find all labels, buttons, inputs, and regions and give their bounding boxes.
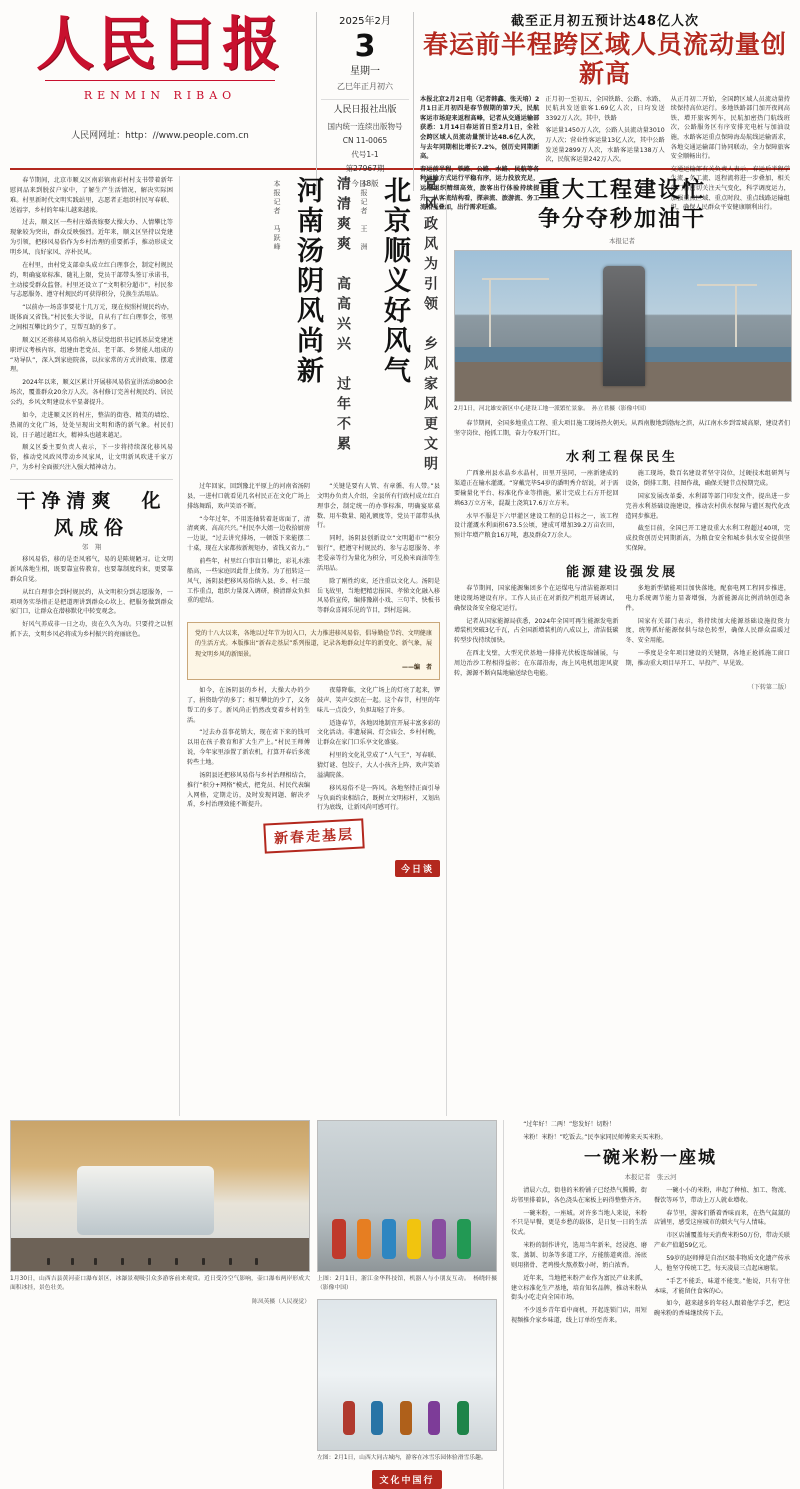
paragraph: 米粉！米粉！”吃饭去。”民李家同民师傅来天买米粉。 bbox=[523, 1133, 667, 1141]
paragraph: “手艺不能丢，味道不能变。”他说，只有守住本味，才能留住食客的心。 bbox=[654, 1277, 790, 1295]
person-figure bbox=[148, 1258, 151, 1265]
child-figure bbox=[457, 1219, 471, 1259]
photo-block-kids bbox=[317, 1120, 504, 1489]
article-rice-noodle bbox=[511, 1120, 790, 1489]
paragraph: 春运前半程，铁路、公路、水路、民航等各种运输方式运行平稳有序，运力投放充足，运输组织精细高效，旅客出行体验持续提升。从客流结构看，探亲流、旅游流、务工流相互叠加，出行需求旺盛。 bbox=[420, 165, 540, 212]
person-figure bbox=[255, 1258, 258, 1265]
commentary-byline: 邻 翔 bbox=[81, 543, 102, 552]
paragraph: “关键是要有人管、有章循、有人带。”县文明办负责人介绍，全县所有行政村成立红白理事会，制定统一的办事标准，明确宴席桌数、用车数量、随礼额度等，党员干部带头执行。 bbox=[317, 483, 440, 530]
section-body-water bbox=[454, 469, 790, 554]
person-figure bbox=[400, 1401, 412, 1435]
editor-note-text: 党的十八大以来，各地以过年节为切入口，大力推进移风易俗，倡导勤俭节约、文明健康的生活方式。本版推出“新春走基层”系列报道，记录各地群众过年的新变化、新气象，展现文明乡风的新图景。 bbox=[195, 630, 432, 658]
paragraph: 移风易俗，移的是歪风邪气，易的是陈规陋习。让文明新风落地生根，既要靠宣传教育，也要靠制度约束，更要靠群众自觉。 bbox=[10, 556, 173, 583]
article-subtitle-beijing: 党风政风为引领 乡风家风更文明 bbox=[422, 176, 438, 476]
divider bbox=[45, 80, 275, 81]
paragraph: 好风气养成非一日之功，贵在久久为功。只要持之以恒抓下去，文明乡风必将成为乡村振兴的亮丽底色。 bbox=[10, 621, 173, 639]
person-figure bbox=[175, 1258, 178, 1265]
projects-title-line2: 争分夺秒加油干 bbox=[537, 205, 706, 232]
masthead-brand bbox=[10, 8, 310, 141]
paragraph: “过去办喜事花销大，现在省下来的钱可以用在孩子教育和扩大生产上。”村民王师傅说，今年家里添置了新农机，打算开春后多流转些土地。 bbox=[187, 729, 310, 766]
editor-note bbox=[187, 622, 440, 680]
paragraph: 移风易俗不是一阵风。各地坚持正面引导与负面约束相结合，既树立文明标杆，又划出行为底线，让新风尚可感可行。 bbox=[317, 784, 440, 812]
culture-seal-row bbox=[317, 1468, 497, 1489]
divider bbox=[10, 479, 173, 480]
snow-park-photo bbox=[317, 1299, 497, 1451]
issue-pages: 今日8版 bbox=[351, 178, 379, 188]
person-figure bbox=[121, 1258, 124, 1265]
paragraph: 一碗米粉，一座城。对许多当地人来说，米粉不只是早餐，更是乡愁的载体，是日复一日的生活仪式。 bbox=[511, 1209, 647, 1237]
paragraph: 如今，走进顺义区的村庄，整洁的街巷、精美的墙绘、热闹的文化广场，处处呈现出文明和谐的新气象。村民们说，日子越过越红火，精神头也越来越足。 bbox=[10, 411, 173, 439]
paragraph: 施工现场，数百名建设者坚守岗位，过硬技术组研判与设备，倒排工期、挂图作战，确保关键节点按期完成。 bbox=[625, 470, 790, 488]
paragraph: 汤阴县还把移风易俗与乡村治理相结合，推行“积分+网格”模式，把党员、村民代表编入网格，定期走访，及时发现问题、解决矛盾，乡村治理效能不断提升。 bbox=[187, 771, 310, 809]
child-figure bbox=[382, 1219, 396, 1259]
person-figure bbox=[47, 1258, 50, 1265]
person-figure bbox=[71, 1258, 74, 1265]
article-subtitle-henan: 清清爽爽 高高兴兴 过年不累 bbox=[335, 176, 351, 456]
photo-caption: 2月1日，河北雄安新区中心建设工地一派繁忙景象。 孙立君摄（影像中国） bbox=[454, 406, 650, 413]
construction-site-photo bbox=[454, 250, 792, 402]
issue-day: 3 bbox=[354, 29, 376, 64]
section-title-water: 水利工程保民生 bbox=[565, 450, 678, 466]
paragraph: 一碗小小的米粉，串起了种植、加工、物流、餐饮等环节，带动上万人就业增收。 bbox=[654, 1186, 790, 1204]
paragraph: 夜幕降临，文化广场上的灯亮了起来，锣鼓声、笑声交织在一起。这个春节，村里的年味儿一点没少，负担却轻了许多。 bbox=[317, 686, 440, 714]
rice-noodle-byline: 本报记者 张云河 bbox=[624, 1172, 677, 1181]
newspaper-website: 人民网网址：http：//www.people.com.cn bbox=[71, 130, 249, 141]
paragraph: 春节期间，国家能源集团多个在运煤电与清洁能源项目建设现场建设有序。工作人员正在对新投产机组开展调试，确保设备安全稳定运行。 bbox=[454, 585, 619, 612]
issue-weekday: 星期一 bbox=[350, 66, 380, 77]
child-figure bbox=[432, 1219, 446, 1259]
person-figure bbox=[229, 1258, 232, 1265]
person-figure bbox=[428, 1401, 440, 1435]
person-figure bbox=[371, 1401, 383, 1435]
paragraph: 在西北戈壁，大型光伏基地一排排光伏板连绵铺展，与周边治沙工程相得益彰；在东部沿海，海上风电机组迎风旋转，源源不断向陆地输送绿色电能。 bbox=[454, 650, 619, 677]
iceflow-credit: 陈凤英摄（人民视觉） bbox=[252, 1298, 310, 1305]
paragraph: 不少返乡青年看中商机，开起连锁门店，用短视频推介家乡味道，线上订单纷至沓来。 bbox=[511, 1307, 647, 1325]
rice-noodle-body bbox=[511, 1186, 790, 1326]
section-body-energy bbox=[454, 584, 790, 679]
issue-year-month: 2025年2月 bbox=[339, 16, 391, 27]
paragraph: “以前办一场喜事要花十几万元，现在按照村规民约办，既体面又省钱。”村民张大爷说，自从有了红白理事会，邻里之间相互攀比的少了，互帮互助的多了。 bbox=[10, 304, 173, 332]
paragraph: 多地新型储能项目加快落地，配套电网工程同步推进，电力系统调节能力显著增强，为新能源高比例消纳创造条件。 bbox=[625, 585, 790, 612]
section-title-energy: 能源建设强发展 bbox=[565, 565, 678, 581]
paragraph: 市区店铺覆盖每天消费米粉50万份，带动关联产业产值超59亿元。 bbox=[654, 1232, 790, 1250]
projects-lead bbox=[454, 419, 790, 439]
article-major-projects bbox=[454, 176, 790, 1116]
culture-china-seal: 文化中国行 bbox=[372, 1470, 441, 1489]
continuation-note[interactable]: （下转第二版） bbox=[747, 683, 790, 691]
paragraph: 交通运输部有关负责人表示，春运后半程学生流、务工流、返程流将进一步叠加，相关部门将密切关注天气变化，科学调度运力，加强重点区域、重点时段、重点线路运输组织，确保人民群众平安健康顺利出行。 bbox=[670, 165, 790, 212]
issue-meta-2: CN 11-0065 bbox=[342, 135, 388, 145]
paragraph: 近年来，当地把米粉产业作为富民产业来抓，建立标准化生产基地，培育知名品牌，推动米粉从街头小吃走向全国市场。 bbox=[511, 1274, 647, 1302]
issue-number: 第27967期 bbox=[345, 164, 385, 174]
newspaper-pinyin: RENMIN RIBAO bbox=[83, 88, 237, 102]
paragraph: 前些年，村里红白事盲目攀比，彩礼水涨船高，一些家庭因此背上债务。为了扭转这一风气，汤阴县把移风易俗纳入县、乡、村三级工作重点，组织力量深入调研，摸清群众负担重的症结。 bbox=[187, 558, 310, 605]
commentary-title: 干净清爽 化风成俗 bbox=[16, 490, 167, 540]
newspaper-title: 人民日报 bbox=[35, 10, 284, 78]
main-content bbox=[10, 176, 790, 1116]
top-story-kicker: 截至正月初五预计达48亿人次 bbox=[510, 14, 700, 29]
paragraph: 顺义区还将移风易俗纳入基层党组织书记抓基层党建述职评议考核内容，组建由老党员、老干部、乡贤能人组成的“劝导队”，深入到家庭院落，以拉家常的方式讲政策、摆道理。 bbox=[10, 336, 173, 374]
article-byline-a: 本报记者 王 洲 bbox=[360, 180, 368, 252]
paragraph: 客运量1450万人次，公路人员流动量3010万人次；营业性客运量13亿人次，其中公路发送量2899万人次，水路客运量138万人次，民航客运量242万人次。 bbox=[545, 127, 665, 164]
today-talk-row bbox=[187, 857, 440, 877]
issue-info bbox=[316, 12, 414, 191]
issue-meta-1: 国内统一连续出版物号 bbox=[327, 121, 403, 131]
paragraph: 除了刚性约束，还注重以文化人。汤阴是岳飞故里，当地把精忠报国、孝悌文化融入移风易俗宣传，编排豫剧小戏、三句半、快板书等群众喜闻乐见的节目，到村巡演。 bbox=[317, 577, 440, 615]
paragraph: 顺义区委主要负责人表示，下一步将持续深化移风易俗，推动党风政风带动乡风家风，让文明新风吹进千家万户，为乡村全面振兴注入强大精神动力。 bbox=[10, 444, 173, 472]
paragraph: 如今，越来越多的年轻人跟着他学手艺，把这碗米粉的香味继续传下去。 bbox=[654, 1300, 790, 1318]
issue-meta-3: 代号1-1 bbox=[351, 150, 379, 159]
paragraph: 米粉的制作讲究，选用当年新米，经浸泡、磨浆、蒸制、切条等多道工序，方能筋道爽滑。汤底则用猪骨、老鸡慢火熬煮数小时，奶白浓香。 bbox=[511, 1242, 647, 1269]
paragraph: 从红白理事会到村规民约，从文明积分到志愿服务，一项项务实举措正是把道理讲到群众心坎上、把服务做到群众家门口，让群众在潜移默化中转变观念。 bbox=[10, 588, 173, 616]
child-figure bbox=[407, 1219, 421, 1259]
person-figure bbox=[343, 1401, 355, 1435]
today-talk-badge: 今日谈 bbox=[395, 860, 440, 877]
iceflow-caption: 1月30日，山西吉县黄河壶口瀑布景区，冰瀑景观吸引众多游客前来观赏。近日受冷空气影响，壶口瀑布两岸形成大面积冰挂，景色壮美。 bbox=[10, 1276, 310, 1292]
snow-caption: 左图：2月1日，山西大同古城内，游客在冰雪乐园体验滑雪乐趣。 bbox=[317, 1454, 487, 1461]
paragraph: 在村里，由村党支部牵头成立红白理事会，制定村规民约，明确宴席标准、随礼上限，党员干部带头签订承诺书，主动接受群众监督。村里还设立了“文明积分超市”，村民参与志愿服务、遵守村规民约可获得积分，兑换生活用品。 bbox=[10, 261, 173, 299]
paragraph: 如今，在汤阴县的乡村，大操大办的少了，捐资助学的多了；相互攀比的少了，义务帮工的多了。新风尚正悄然改变着乡村的生活。 bbox=[187, 686, 310, 724]
issue-lunar-date: 乙巳年正月初六 bbox=[337, 82, 393, 91]
article-body-henan bbox=[187, 482, 440, 616]
paragraph: “今年过年，不用连轴转着赶席面了，清清爽爽、高高兴兴。”村民李大姐一边收拾厨房一边说，“过去讲究排场，一顿饭下来能摆二十桌，现在大家都按新规矩办，省钱又省力。” bbox=[187, 515, 310, 553]
paragraph: 水旱不服是下六甲灌区建设工程的总目标之一，该工程设计灌溉水利面积673.5公顷，建成可增加39.2万亩农田，预计年增产粮食16万吨，惠及群众7万余人。 bbox=[454, 512, 619, 540]
series-stamp-row bbox=[187, 821, 440, 851]
paragraph: 春节期间，北京市顺义区南彩镇南彩村村支书带着新年慰问品来到脱贫户家中，了解生产生活情况，解决实际困难。村里新时代文明实践站里，志愿者正组织村民写春联、送福字，乡村的年味儿越来越浓。 bbox=[10, 177, 173, 214]
paragraph: 2024年以来，顺义区累计开展移风易俗宣讲活动800余场次，覆盖群众20余万人次。各村修订完善村规民约、居民公约，乡风文明建设水平显著提升。 bbox=[10, 379, 173, 407]
editor-note-signature: ——编 者 bbox=[401, 663, 432, 671]
crowd-area bbox=[11, 1238, 309, 1271]
rice-noodle-intro bbox=[511, 1120, 790, 1143]
person-figure bbox=[202, 1258, 205, 1265]
photo-block-iceflow bbox=[10, 1120, 310, 1489]
tower-building bbox=[603, 266, 645, 386]
bottom-photo-strip bbox=[10, 1120, 790, 1489]
article-title-beijing: 北京顺义好风气 bbox=[379, 176, 410, 386]
paragraph: 59岁的赵师傅是自治区级非物质文化遗产传承人，他坚守传统工艺，每天凌晨三点起床磨浆。 bbox=[654, 1254, 790, 1272]
paragraph: 正月初一至初五，全国铁路、公路、水路、民航共发送旅客1.69亿人次，日均发送3392万人次。其中，铁路 bbox=[545, 95, 665, 122]
paragraph: 春节期间，全国多地重点工程、重大项目施工现场热火朝天。从西南腹地到渤海之滨，从江南水乡到雪域高原，建设者们坚守岗位、抢抓工期，奋力夺取开门红。 bbox=[454, 420, 790, 438]
person-figure bbox=[457, 1401, 469, 1435]
paragraph: 本报北京2月2日电（记者韩鑫、张天培）2月1日正月初四是春节假期的第7天，民航客运市场迎来返程高峰，记者从交通运输部获悉：1月14日春运首日至2月1日，全社会跨区域人员流动量预计达48.6亿人次，与去年同期相比增长7.2%，创历史同期新高。 bbox=[420, 95, 540, 161]
paragraph: 同时，汤阴县创新设立“文明超市”“积分银行”，把遵守村规民约、参与志愿服务、孝老爱亲等行为量化为积分，可兑换米面油等生活用品。 bbox=[317, 535, 440, 572]
projects-title-line1: 重大工程建设忙 bbox=[537, 177, 706, 203]
paragraph: 截至目前，全国已开工建设重大水利工程超过40项，完成投资创历史同期新高，为粮食安全和城乡供水安全提供坚实保障。 bbox=[625, 525, 790, 553]
paragraph: 过年回家，回到豫北平原上的河南省汤阴县，一进村口就看见几名村民正在文化广场上排练舞蹈，欢声笑语不断。 bbox=[187, 483, 310, 510]
projects-byline: 本报记者 bbox=[609, 237, 635, 246]
person-figure bbox=[94, 1258, 97, 1265]
article-henan-tangyin bbox=[187, 176, 447, 1116]
paragraph: 清晨六点，街巷的米粉铺子已经热气腾腾，街坊邻里排着队，各色浇头在案板上码得整整齐齐。 bbox=[511, 1186, 647, 1204]
crane-icon bbox=[482, 278, 549, 280]
paragraph: 过去，顺义区一些村庄婚丧嫁娶大操大办、人情攀比等现象较为突出，群众反映强烈。近年来，顺义区坚持以党建为引领，把移风易俗作为乡村治理的重要抓手，推动形成文明乡风、良好家风、淳朴民风。 bbox=[10, 219, 173, 257]
paragraph: “过年好！二两！”您发好！切粉！ bbox=[523, 1121, 615, 1128]
kids-caption: 上图：2月1日，浙江金华科技馆，机器人与小朋友互动。 杨晓轩摄（影像中国） bbox=[317, 1276, 497, 1292]
article-body-henan-cont bbox=[187, 686, 440, 815]
paragraph: 适逢春节，各地因地制宜开展丰富多彩的文化活动。非遗展演、灯会庙会、乡村村晚，让群众在家门口乐享文化盛宴。 bbox=[317, 719, 440, 747]
paragraph: 一季度是全年项目建设的关键期，各地正抢抓施工窗口期，推动重大项目早开工、早投产、早见效。 bbox=[625, 650, 790, 668]
article-byline-b: 本报记者 马跃峰 bbox=[273, 180, 281, 252]
paragraph: 记者从国家能源局获悉，2024年全国可再生能源发电新增装机突破3亿千瓦，占全国新增装机的八成以上，清洁低碳转型步伐持续加快。 bbox=[454, 617, 619, 645]
paragraph: 国家发展改革委、水利部等部门印发文件，提出进一步完善水利基础设施建设，推动农村供水保障与灌区现代化改造同步推进。 bbox=[625, 492, 790, 520]
article-beijing-shunyi bbox=[10, 176, 180, 1116]
paragraph: 国家有关部门表示，将持续加大能源基础设施投资力度，统筹抓好能源保供与绿色转型，确保人民群众温暖过冬、安全用能。 bbox=[625, 617, 790, 645]
paragraph: 春节里，游客们循着香味而来，在热气氤氲的店铺里，感受这座城市的烟火气与人情味。 bbox=[654, 1209, 790, 1227]
article-opening bbox=[10, 176, 173, 473]
publisher: 人民日报社出版 bbox=[321, 99, 409, 118]
vertical-headline-group bbox=[187, 176, 440, 476]
top-story-headline: 春运前半程跨区域人员流动量创新高 bbox=[422, 30, 787, 88]
crane-icon bbox=[697, 284, 757, 286]
rice-noodle-title: 一碗米粉一座城 bbox=[584, 1147, 717, 1168]
frozen-waterfall bbox=[77, 1166, 214, 1235]
article-title-henan: 河南汤阴风尚新 bbox=[292, 176, 323, 386]
paragraph: 从正月初二开始，全国跨区域人员流动量持续保持高位运行。多地铁路部门加开夜间高铁、增开旅客列车，民航加密热门航线班次，公路服务区有序安排充电桩与加油设施，水路客运重点保障海岛航线运输需求，各地交通运输部门协同联动，全力保障旅客安全顺畅出行。 bbox=[670, 95, 790, 161]
series-stamp: 新春走基层 bbox=[263, 818, 364, 853]
commentary-body bbox=[10, 555, 173, 640]
paragraph: 广西象州县水晶乡水晶村，田里开垦同，一座新建成的渠道正在输水灌溉。“穿戴完毕54岁的潘明秀介绍说，对于需要输量化平台、标准化作业等措施，累计完成土石方开挖回填63万立方米，混凝土浇筑17.6万立方米。 bbox=[454, 470, 619, 507]
child-figure bbox=[357, 1219, 371, 1259]
child-figure bbox=[332, 1219, 346, 1259]
paragraph: 村里的文化礼堂成了“人气王”，写春联、猜灯谜、包饺子，大人小孩齐上阵，欢声笑语溢满院落。 bbox=[317, 752, 440, 779]
